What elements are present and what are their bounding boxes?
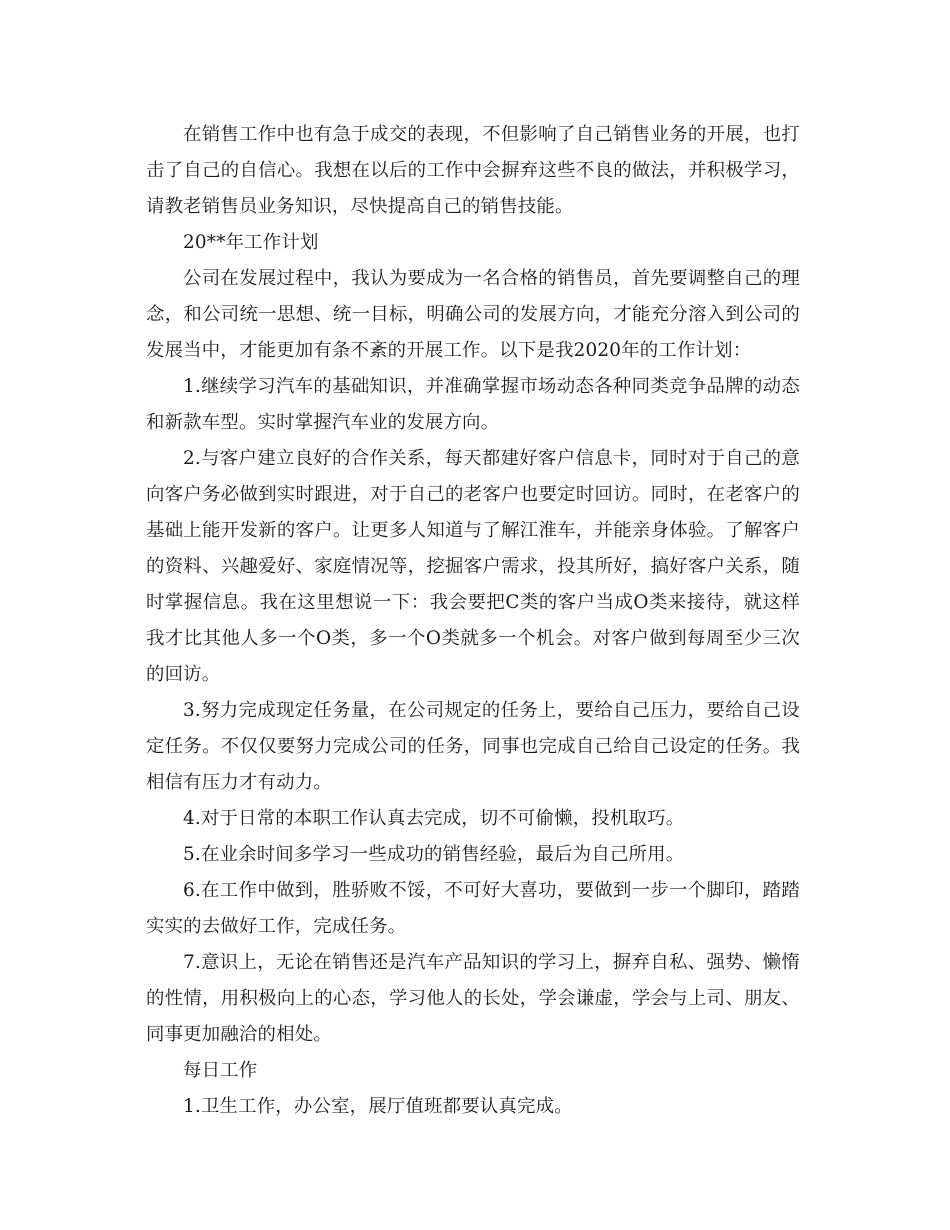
paragraph-plan-item-6: 6.在工作中做到，胜骄败不馁，不可好大喜功，要做到一步一个脚印，踏踏实实的去做好工作，完成任务。 <box>146 880 800 937</box>
paragraph-sales-reflection: 在销售工作中也有急于成交的表现，不但影响了自己销售业务的开展，也打击了自己的自信心。我想在以后的工作中会摒弃这些不良的做法，并积极学习，请教老销售员业务知识，尽快提高自己的销售技能。 <box>146 124 800 217</box>
paragraph-plan-item-4: 4.对于日常的本职工作认真去完成，切不可偷懒，投机取巧。 <box>183 808 685 829</box>
heading-work-plan: 20**年工作计划 <box>183 232 319 253</box>
paragraph-plan-item-2: 2.与客户建立良好的合作关系，每天都建好客户信息卡，同时对于自己的意向客户务必做到实时跟进，对于自己的老客户也要定时回访。同时，在老客户的基础上能开发新的客户。让更多人知道与了解江淮车，并能亲身体验。了解客户的资料、兴趣爱好、家庭情况等，挖掘客户需求，投其所好，搞好客户关系，随时掌握信息。我在这里想说一下：我会要把C类的客户当成O类来接待，就这样我才比其他人多一个O类，多一个O类就多一个机会。对客户做到每周至少三次的回访。 <box>146 448 800 685</box>
paragraph-plan-item-1: 1.继续学习汽车的基础知识，并准确掌握市场动态各种同类竞争品牌的动态和新款车型。实时掌握汽车业的发展方向。 <box>146 376 800 433</box>
paragraph-plan-item-7: 7.意识上，无论在销售还是汽车产品知识的学习上，摒弃自私、强势、懒惰的性情，用积极向上的心态，学习他人的长处，学会谦虚，学会与上司、朋友、同事更加融洽的相处。 <box>146 952 800 1045</box>
paragraph-daily-item-1: 1.卫生工作，办公室，展厅值班都要认真完成。 <box>183 1096 573 1117</box>
heading-daily-work: 每日工作 <box>183 1060 258 1081</box>
paragraph-plan-item-3: 3.努力完成现定任务量，在公司规定的任务上，要给自己压力，要给自己设定任务。不仅仅要努力完成公司的任务，同事也完成自己给自己设定的任务。我相信有压力才有动力。 <box>146 700 800 793</box>
paragraph-plan-item-5: 5.在业余时间多学习一些成功的销售经验，最后为自己所用。 <box>183 844 685 865</box>
paragraph-plan-intro: 公司在发展过程中，我认为要成为一名合格的销售员，首先要调整自己的理念，和公司统一思想、统一目标，明确公司的发展方向，才能充分溶入到公司的发展当中，才能更加有条不紊的开展工作。以下是我2020年的工作计划： <box>146 268 800 361</box>
